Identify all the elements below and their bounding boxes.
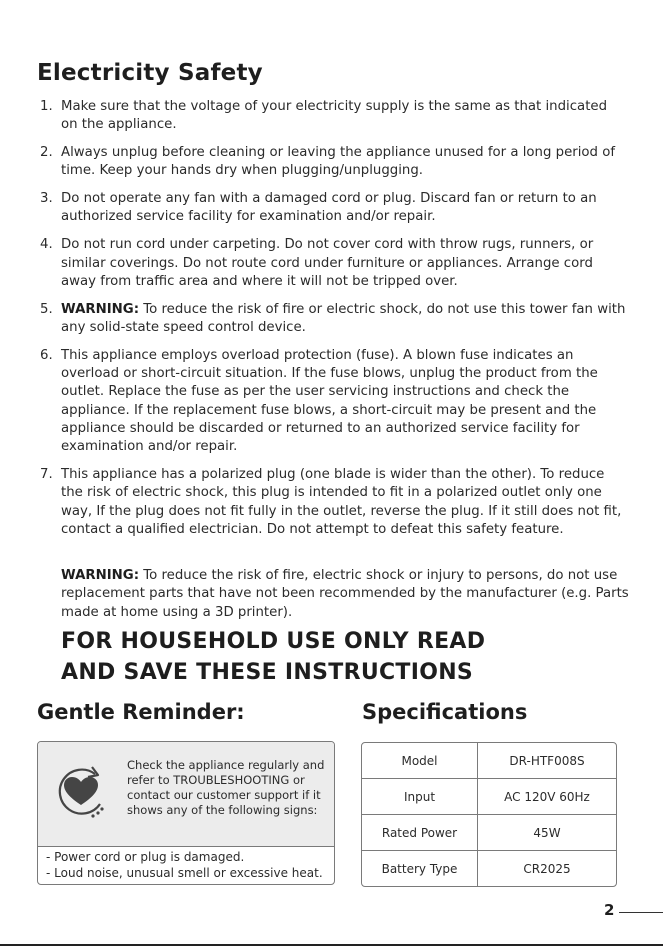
heart-refresh-icon (50, 760, 112, 822)
spec-label: Input (362, 779, 478, 815)
list-item (36, 98, 626, 135)
item-number: 6. (40, 347, 53, 363)
household-line-1: FOR HOUSEHOLD USE ONLY READ (61, 629, 486, 654)
reminder-signs (46, 850, 323, 881)
item-text: Always unplug before cleaning or leaving the appliance unused for a long period of time. Keep your hands dry when plugging/unplugging. (61, 145, 616, 179)
reminder-box (37, 741, 335, 885)
table-row (362, 815, 616, 851)
table-row (362, 851, 616, 886)
item-text: To reduce the risk of fire or electric shock, do not use this tower fan with any solid-state speed control device. (61, 301, 626, 335)
reminder-text: Check the appliance regularly and refer to TROUBLESHOOTING or contact our customer support if it shows any of the following signs: (127, 758, 325, 817)
specifications-table (361, 742, 617, 887)
sign-item: - Loud noise, unusual smell or excessive heat. (46, 865, 323, 880)
reminder-heading: Gentle Reminder: (37, 700, 245, 724)
item-text: Make sure that the voltage of your electricity supply is the same as that indicated on the appliance. (61, 99, 608, 133)
list-item (36, 144, 626, 181)
item-number: 2. (40, 145, 53, 161)
spec-value: AC 120V 60Hz (478, 779, 616, 815)
table-row (362, 779, 616, 815)
table-row (362, 743, 616, 779)
safety-list (36, 98, 626, 549)
spec-value: CR2025 (523, 861, 571, 876)
spec-value: 45W (478, 815, 616, 851)
household-line-2: AND SAVE THESE INSTRUCTIONS (61, 660, 474, 685)
list-item (36, 190, 626, 227)
final-warning-text: To reduce the risk of fire, electric shock or injury to persons, do not use replacement parts that have not been recommended by the manufacturer (e.g. Parts made at home using a 3D printer). (61, 568, 629, 620)
spec-label: Model (362, 743, 478, 779)
spec-value: DR-HTF008S (478, 743, 616, 779)
item-number: 4. (40, 237, 53, 253)
list-item (36, 347, 626, 457)
item-number: 1. (40, 99, 53, 114)
page-number: 2 (604, 901, 615, 919)
specifications-heading: Specifications (362, 700, 528, 724)
page-title: Electricity Safety (37, 60, 263, 86)
warning-label: WARNING: (61, 568, 140, 583)
household-notice (61, 626, 485, 688)
page-number-rule (619, 912, 663, 913)
list-item (36, 466, 626, 539)
item-number: 7. (40, 467, 53, 483)
list-item (36, 301, 626, 338)
spec-label: Rated Power (362, 815, 478, 851)
item-text: This appliance has a polarized plug (one blade is wider than the other). To reduce the risk of electric shock, this plug is intended to fit in a polarized outlet only one way, If the plug does not fit fully in the outlet, reverse the plug. If it still does not fit, contact a qualified electrician. Do not attempt to defeat this safety feature. (61, 467, 622, 537)
item-text: Do not run cord under carpeting. Do not cover cord with throw rugs, runners, or similar coverings. Do not route cord under furniture or appliances. Arrange cord away from traffic area and where it will not be tripped over. (61, 237, 594, 289)
item-number: 3. (40, 191, 53, 207)
reminder-header-panel (38, 742, 334, 847)
item-text: This appliance employs overload protection (fuse). A blown fuse indicates an overload or short-circuit situation. If the fuse blows, unplug the product from the outlet. Replace the fuse as per the user servicing instructions and check the appliance. If the replacement fuse blows, a short-circuit may be present and the appliance should be discarded or returned to an authorized service facility for examination and/or repair. (61, 347, 598, 455)
item-text: Do not operate any fan with a damaged cord or plug. Discard fan or return to an authorized service facility for examination and/or repair. (61, 191, 597, 225)
final-warning (61, 567, 636, 622)
sign-item: - Power cord or plug is damaged. (46, 850, 245, 864)
list-item (36, 236, 626, 291)
warning-label: WARNING: (61, 301, 140, 317)
item-number: 5. (40, 301, 53, 317)
spec-label: Battery Type (362, 851, 478, 886)
